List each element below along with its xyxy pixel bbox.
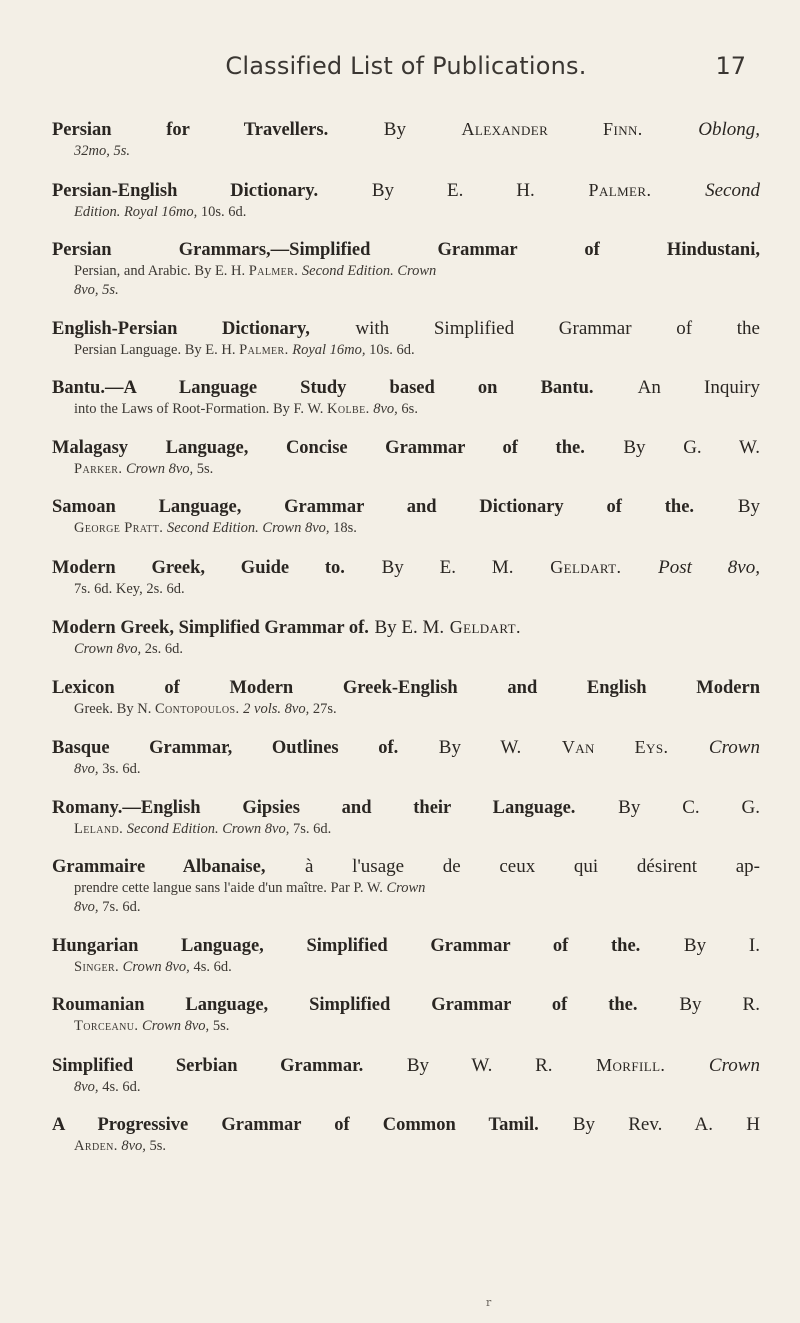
entry-format: Crown 8vo, — [122, 958, 190, 975]
entry-details — [52, 640, 760, 659]
page-title: Classified List of Publications. — [225, 52, 587, 80]
entry-title: Basque Grammar, Outlines of. — [52, 738, 399, 758]
entry-details — [52, 203, 760, 222]
entry-details — [52, 142, 760, 161]
entry-price: 5s. — [149, 1138, 167, 1154]
entry-format: 8vo, — [373, 401, 398, 417]
list-item — [52, 178, 760, 222]
entry-author: Arden. — [74, 1138, 118, 1154]
entry-details — [52, 460, 760, 479]
entry-details-continued — [52, 898, 760, 917]
list-item — [52, 993, 760, 1036]
entry-by: By G. W. — [623, 436, 760, 458]
entry-format: Crown — [708, 737, 760, 758]
entry-author: Palmer. — [588, 179, 652, 200]
entry-size: 8vo, — [74, 761, 99, 777]
entry-by: By E. M. — [381, 556, 514, 578]
entry-author: George Pratt. — [74, 520, 164, 536]
entry-heading — [52, 117, 760, 142]
entry-heading — [52, 178, 760, 203]
entry-price: 18s. — [333, 520, 357, 536]
entry-price: 10s. 6d. — [369, 341, 415, 358]
entry-price: 2s. 6d. — [144, 641, 184, 657]
entry-price: 10s. 6d. — [200, 203, 247, 220]
entry-details — [52, 700, 760, 719]
entry-by: By C. G. — [618, 796, 760, 818]
list-item — [52, 376, 760, 419]
entry-edition: Second Edition. Crown 8vo, — [126, 820, 290, 837]
entry-format: Crown 8vo, — [74, 641, 142, 657]
list-item — [52, 934, 760, 977]
entry-title-rest: with Simplified Grammar of the — [355, 317, 760, 339]
entry-heading — [52, 555, 760, 580]
entry-format: Crown 8vo, — [142, 1018, 210, 1034]
entry-heading — [52, 796, 760, 820]
entry-format: Second — [705, 179, 760, 201]
entry-heading — [52, 238, 760, 262]
entry-title: Grammaire Albanaise, — [52, 857, 266, 877]
entry-details — [52, 958, 760, 977]
entry-details — [52, 519, 760, 538]
entry-format: Crown 8vo, — [126, 460, 194, 477]
entry-edition: Second Edition. Crown 8vo, — [166, 520, 330, 536]
list-item — [52, 855, 760, 917]
entry-title: Roumanian Language, Simplified Grammar of the. — [52, 995, 638, 1015]
entry-price: 5s. — [196, 460, 214, 477]
entry-details — [52, 580, 760, 599]
entry-author: Contopoulos. — [154, 700, 240, 717]
entry-details — [52, 341, 760, 360]
entry-by: By R. — [679, 994, 760, 1015]
entry-price: 6s. — [401, 401, 418, 417]
entry-title: Romany.—English Gipsies and their Language. — [52, 797, 576, 818]
entry-author: Singer. — [74, 958, 120, 975]
entry-heading — [52, 495, 760, 519]
entry-title: Modern Greek, Guide to. — [52, 557, 345, 578]
entry-format: Royal 16mo, — [292, 341, 366, 358]
entry-details — [52, 1017, 760, 1036]
entry-title: Hungarian Language, Simplified Grammar of the. — [52, 935, 641, 956]
entry-author: Parker. — [74, 460, 123, 477]
list-item — [52, 436, 760, 479]
entry-by: By Rev. A. H — [572, 1114, 760, 1135]
entry-author: Torceanu. — [74, 1018, 139, 1034]
entry-heading — [52, 993, 760, 1017]
entry-heading — [52, 1113, 760, 1137]
entry-format: 2 vols. 8vo, — [243, 700, 310, 717]
entry-price: 4s. 6d. — [193, 958, 232, 975]
entry-size: 8vo, — [74, 1078, 99, 1095]
entry-price: 3s. 6d. — [102, 761, 141, 777]
entry-heading — [52, 934, 760, 958]
list-item — [52, 1053, 760, 1097]
entry-by: By — [737, 496, 760, 517]
entry-author: Geldart. — [550, 556, 622, 577]
entry-by: By E. M. — [374, 617, 445, 638]
list-item — [52, 735, 760, 779]
entry-title-rest: à l'usage de ceux qui désirent ap- — [304, 856, 760, 877]
entry-format: Post 8vo, — [658, 556, 760, 578]
entry-details — [52, 820, 760, 839]
entry-title: Malagasy Language, Concise Grammar of the. — [52, 437, 585, 458]
entry-size: 8vo, — [74, 899, 99, 915]
entry-subtitle: prendre cette langue sans l'aide d'un maître. Par P. W. — [74, 880, 383, 896]
entry-title: Simplified Serbian Grammar. — [52, 1055, 364, 1076]
entry-details — [52, 1137, 760, 1156]
entry-details — [52, 1078, 760, 1097]
entry-title: Persian for Travellers. — [52, 120, 329, 140]
signature-mark: r — [486, 1296, 492, 1309]
entry-title-rest: An Inquiry — [637, 377, 760, 398]
entry-details-continued — [52, 281, 760, 300]
entry-author: Alexander Finn. — [461, 119, 643, 139]
entry-size: 8vo, 5s. — [74, 282, 119, 298]
entry-price: 7s. 6d. — [293, 820, 332, 837]
entry-title: Persian Grammars,—Simplified Grammar of Hindustani, — [52, 240, 760, 260]
entry-title: Modern Greek, Simplified Grammar of. — [52, 618, 369, 638]
entry-by: By W. — [438, 737, 522, 758]
entry-author: Palmer. — [248, 263, 299, 279]
entry-details — [52, 262, 760, 281]
entry-heading — [52, 676, 760, 700]
entry-details — [52, 879, 760, 898]
list-item — [52, 317, 760, 360]
entry-details — [52, 760, 760, 779]
entry-heading — [52, 376, 760, 400]
entry-title: Bantu.—A Language Study based on Bantu. — [52, 378, 594, 398]
list-item — [52, 495, 760, 538]
entry-subtitle: Greek. By N. — [74, 700, 152, 717]
list-item — [52, 796, 760, 839]
entry-format: Crown — [386, 880, 426, 896]
list-item — [52, 117, 760, 161]
entry-title: Lexicon of Modern Greek-English and English Modern — [52, 677, 760, 698]
entry-title: Persian-English Dictionary. — [52, 180, 319, 201]
entry-author: Geldart. — [449, 617, 521, 637]
entry-author: Palmer. — [239, 341, 289, 358]
entry-author: Leland. — [74, 820, 124, 837]
entry-author: Kolbe. — [327, 401, 370, 417]
entry-by: By W. R. — [406, 1054, 553, 1076]
entry-price: 7s. 6d. — [102, 899, 141, 915]
entry-size: 8vo, — [121, 1138, 146, 1154]
entry-heading — [52, 1053, 760, 1078]
entry-edition: Edition. Royal 16mo, — [74, 203, 198, 220]
list-item — [52, 238, 760, 300]
list-item — [52, 1113, 760, 1156]
entry-heading — [52, 436, 760, 460]
entry-heading — [52, 317, 760, 341]
entry-price: 27s. — [312, 700, 337, 717]
list-item — [52, 615, 760, 659]
list-item — [52, 555, 760, 599]
entry-author: Van Eys. — [561, 737, 669, 757]
entry-title: English-Persian Dictionary, — [52, 318, 310, 339]
entry-author: Morfill. — [596, 1054, 666, 1075]
entry-title: A Progressive Grammar of Common Tamil. — [52, 1115, 539, 1135]
entry-size: 32mo, 5s. — [74, 143, 130, 159]
entry-subtitle: Persian, and Arabic. By E. H. — [74, 263, 246, 279]
entry-price: 7s. 6d. Key, 2s. 6d. — [74, 580, 185, 597]
entry-heading — [52, 855, 760, 879]
entry-by: By E. H. — [371, 179, 535, 201]
entry-title: Samoan Language, Grammar and Dictionary of the. — [52, 497, 695, 517]
entry-details — [52, 400, 760, 419]
entry-by: By — [383, 119, 406, 140]
entry-heading — [52, 735, 760, 760]
page-number: 17 — [715, 52, 746, 80]
entry-price: 4s. 6d. — [102, 1078, 141, 1095]
publication-list — [52, 117, 760, 1173]
entry-price: 5s. — [212, 1018, 230, 1034]
entry-edition: Second Edition. Crown — [301, 263, 437, 279]
entry-by: By I. — [683, 934, 760, 956]
entry-format: Oblong, — [698, 119, 760, 140]
page-header — [52, 52, 760, 92]
entry-heading — [52, 615, 760, 640]
list-item — [52, 676, 760, 719]
entry-subtitle: Persian Language. By E. H. — [74, 341, 236, 358]
entry-format: Crown — [708, 1054, 760, 1076]
entry-subtitle: into the Laws of Root-Formation. By F. W. — [74, 401, 324, 417]
